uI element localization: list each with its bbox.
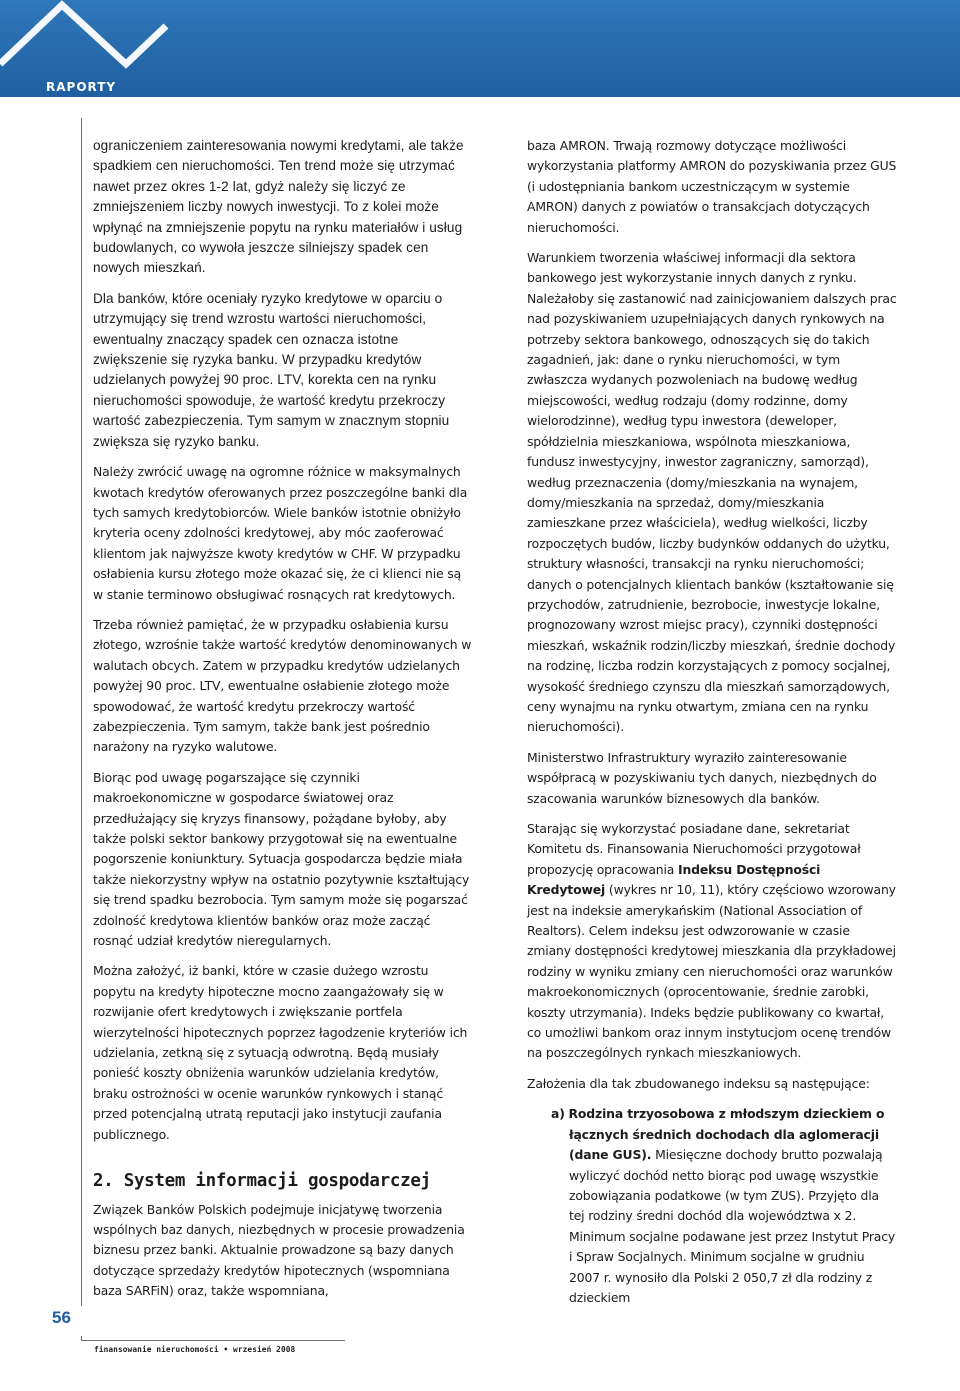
paragraph: ograniczeniem zainteresowania nowymi kredytami, ale także spadkiem cen nieruchomości. Ten trend może się utrzymać nawet przez okres 1-2 lat, gdyż należy się liczyć ze zmniejszeniem liczby nowych inwestycji. To z kolei może wpłynąć na zmniejszenie popytu na rynku materiałów i usług budowlanych, co wywoła jeszcze silniejszy spadek cen nowych mieszkań. <box>93 138 464 276</box>
left-margin-rule <box>81 118 82 1340</box>
paragraph-index-proposal <box>527 819 897 1064</box>
list-item-text: Miesięczne dochody brutto pozwalają wyliczyć dochód netto biorąc pod uwagę wszystkie zobowiązania podatkowe (w tym ZUS). Przyjęto dla tej rodziny średni dochód dla województwa x 2. Minimum socjalne podawane jest przez Instytut Pracy i Spraw Socjalnych. Minimum socjalne w grudniu 2007 r. wynosiło dla Polski 2 050,7 zł dla rodziny z dzieckiem <box>569 1147 896 1305</box>
paragraph: Można założyć, iż banki, które w czasie dużego wzrostu popytu na kredyty hipoteczne mocno zaangażowały się w rozwijanie ofert kredytowych i zwiększanie portfela wierzytelności hipotecznych poprzez łagodzenie kryteriów ich udzielania, zetkną się z sytuacją odwrotną. Będą musiały ponieść koszty obniżenia warunków udzielania kredytów, braku ostrożności w ocenie warunków rynkowych i stanąć przed potencjalną utratą reputacji jako instytucji zaufania publicznego. <box>93 963 468 1142</box>
paragraph: Dla banków, które oceniały ryzyko kredytowe w oparciu o utrzymujący się trend wzrostu wartości nieruchomości, ewentualny znaczący spadek cen oznacza istotne zwiększenie się ryzyka banku. W przypadku kredytów udzielanych powyżej 90 proc. LTV, korekta cen na rynku nieruchomości spowoduje, że wartość kredytu przekroczy wartość zabezpieczenia. Tym samym w znacznym stopniu zwiększa się ryzyko banku. <box>93 290 450 449</box>
paragraph: Związek Banków Polskich podejmuje inicjatywę tworzenia wspólnych baz danych, niezbędnych w procesie prowadzenia biznesu przez banki. Aktualnie prowadzone są bazy danych dotyczące sprzedaży kredytów hipotecznych (wspomniana baza SARFiN) oraz, także wspomniana, <box>93 1201 465 1299</box>
paragraph: Warunkiem tworzenia właściwej informacji dla sektora bankowego jest wykorzystanie innych danych z rynku. Należałoby się zastanowić nad zainicjowaniem dalszych prac nad pozyskiwaniem uzupełniających danych rynkowych na potrzeby sektora bankowego, odnoszących się do takich zagadnień, jak: dane o rynku nieruchomości, w tym zwłaszcza wydanych pozwoleniach na budowę według miejscowości, według rodzaju (domy rodzinne, domy wielorodzinne), według typu inwestora (deweloper, spółdzielnia mieszkaniowa, wspólnota mieszkaniowa, fundusz inwestycyjny, inwestor zagraniczny, samorząd), według przeznaczenia (domy/mieszkania na wynajem, domy/mieszkania na sprzedaż, domy/mieszkania zamieszkane przez właściciela), według wielkości, liczby rozpoczętych budów, liczby budynków oddanych do użytku, struktury własności, transakcji na rynku nieruchomości; danych o potencjalnych klientach banków (kształtowanie się przychodów, zatrudnienie, bezrobocie, inwestycje lokalne, prognozowany wzrost miejsc pracy), czynniki dostępności mieszkań, wskaźnik rodzin/liczby mieszkań, średnie dochody na rodzinę, liczba rodzin korzystających z pomocy socjalnej, wysokość średniego czynszu dla mieszkań samorządowych, ceny wynajmu na rynku otwartym, zmiana cen na rynku nieruchomości). <box>527 250 897 735</box>
list-marker: a) <box>551 1106 565 1122</box>
list-item-a <box>527 1104 897 1308</box>
list-item-lead: Rodzina trzyosobowa z młodszym dzieckiem o łącznych średnich dochodach dla aglomeracji (dane GUS). <box>568 1106 885 1163</box>
paragraph-text: Starając się wykorzystać posiadane dane, sekretariat Komitetu ds. Finansowania Nieruchomości przygotował propozycję opracowania <box>527 821 861 877</box>
right-text-column <box>527 136 897 1308</box>
section-heading: 2. System informacji gospodarczej <box>93 1171 431 1192</box>
page-header-banner <box>0 0 960 97</box>
paragraph: Trzeba również pamiętać, że w przypadku osłabienia kursu złotego, wzrośnie także wartość kredytów denominowanych w walutach obcych. Zatem w przypadku kredytów udzielanych powyżej 90 proc. LTV, ewentualne osłabienie złotego może spowodować, że wartość kredytu przekroczy wartość zabezpieczenia. Tym samym, także bank jest pośrednio narażony na ryzyko walutowe. <box>93 616 472 755</box>
left-text-column <box>93 136 473 1312</box>
paragraph-text: (wykres nr 10, 11), który częściowo wzorowany jest na indeksie amerykańskim (National Association of Realtors). Celem indeksu jest odwzorowanie w czasie zmiany dostępności kredytowej mieszkania dla przykładowej rodziny w wyniku zmiany cen nieruchomości oraz warunków makroekonomicznych (oprocentowanie, średnie zarobki, koszty utrzymania). Indeks będzie publikowany co kwartał, co umożliwi bankom oraz innym instytucjom ocenę trendów na poszczególnych rynkach mieszkaniowych. <box>527 882 896 1061</box>
header-chevron-decoration <box>0 0 960 97</box>
page-number: 56 <box>52 1308 71 1327</box>
paragraph: Należy zwrócić uwagę na ogromne różnice w maksymalnych kwotach kredytów oferowanych przez poszczególne banki dla tych samych kredytobiorców. Wiele banków istotnie obniżyło kryteria oceny zdolności kredytowej, aby móc zaoferować klientom jak najwyższe kwoty kredytów w CHF. W przypadku osłabienia kursu złotego może okazać się, że ci klienci nie są w stanie terminowo obsługiwać rosnących rat kredytowych. <box>93 464 468 602</box>
paragraph: baza AMRON. Trwają rozmowy dotyczące możliwości wykorzystania platformy AMRON do pozyskiwania przez GUS (i udostępniania bankom uczestniczącym w systemie AMRON) danych z powiatów o transakcjach dotyczących nieruchomości. <box>527 138 897 235</box>
index-name-bold: Indeksu Dostępności Kredytowej <box>527 861 821 898</box>
footer-rule <box>81 1340 345 1341</box>
paragraph: Biorąc pod uwagę pogarszające się czynniki makroekonomiczne w gospodarce światowej oraz przedłużający się kryzys finansowy, pożądane byłoby, aby także polski sektor bankowy przygotował się na ewentualne pogorszenie koniunktury. Sytuacja gospodarcza będzie miała także niekorzystny wpływ na ostatnio pozytywnie kształtujący się trend spadku bezrobocia. Tym samym może się pogarszać zdolność kredytowa klientów banków oraz może zacząć rosnąć udział kredytów nieregularnych. <box>93 769 470 949</box>
footer-publication-line: finansowanie nieruchomości • wrzesień 2008 <box>94 1345 296 1354</box>
section-label: RAPORTY <box>46 80 117 94</box>
paragraph: Ministerstwo Infrastruktury wyraziło zainteresowanie współpracą w pozyskiwaniu tych danych, niezbędnych do szacowania warunków biznesowych dla banków. <box>527 749 877 806</box>
paragraph: Założenia dla tak zbudowanego indeksu są następujące: <box>527 1075 870 1091</box>
